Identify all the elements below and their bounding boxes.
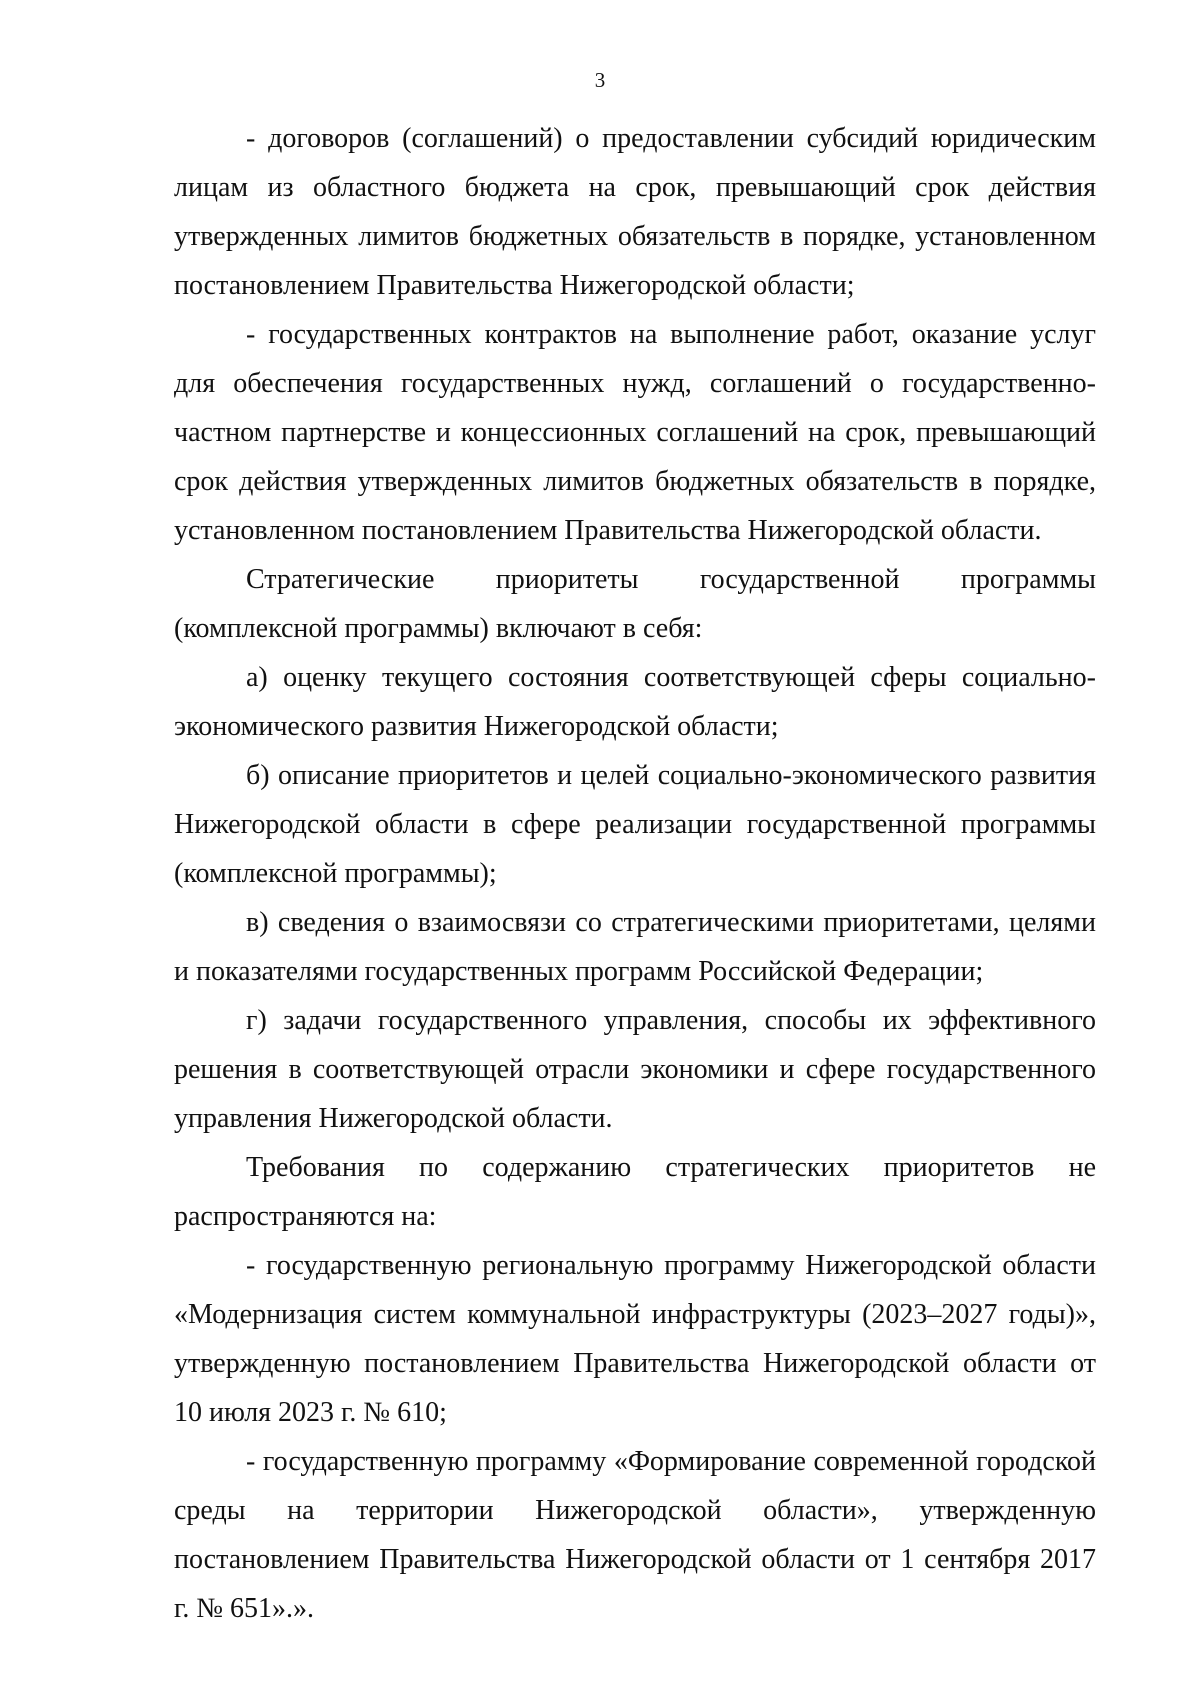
paragraph-item-g: г) задачи государственного управления, способы их эффективного решения в соответствующей отрасли экономики и сфере государственного управления Нижегородской области. xyxy=(174,1005,1096,1134)
document-body xyxy=(174,114,1096,1633)
paragraph-exception-utilities-program: - государственную региональную программу Нижегородской области «Модернизация систем коммунальной инфраструктуры (2023–2027 годы)», утвержденную постановлением Правительства Нижегородской области от 10 июля 2023 г. № 610; xyxy=(174,1250,1096,1428)
paragraph-item-a: а) оценку текущего состояния соответствующей сферы социально-экономического развития Нижегородской области; xyxy=(174,662,1096,742)
paragraph-requirements-exceptions: Требования по содержанию стратегических приоритетов не распространяются на: xyxy=(174,1152,1096,1232)
paragraph-state-contracts: - государственных контрактов на выполнение работ, оказание услуг для обеспечения государственных нужд, соглашений о государственно-частном партнерстве и концессионных соглашений на срок, превышающий срок действия утвержденных лимитов бюджетных обязательств в порядке, установленном постановлением Правительства Нижегородской области. xyxy=(174,319,1096,546)
paragraph-subsidy-agreements: - договоров (соглашений) о предоставлении субсидий юридическим лицам из областного бюджета на срок, превышающий срок действия утвержденных лимитов бюджетных обязательств в порядке, установленном постановлением Правительства Нижегородской области; xyxy=(174,123,1096,301)
paragraph-exception-urban-environment-program: - государственную программу «Формирование современной городской среды на территории Нижегородской области», утвержденную постановлением Правительства Нижегородской области от 1 сентября 2017 г. № 651».». xyxy=(174,1446,1096,1624)
paragraph-item-v: в) сведения о взаимосвязи со стратегическими приоритетами, целями и показателями государственных программ Российской Федерации; xyxy=(174,907,1096,987)
paragraph-strategic-priorities-intro: Стратегические приоритеты государственной программы (комплексной программы) включают в себя: xyxy=(174,564,1096,644)
paragraph-item-b: б) описание приоритетов и целей социально-экономического развития Нижегородской области в сфере реализации государственной программы (комплексной программы); xyxy=(174,760,1096,889)
page-number: 3 xyxy=(594,68,606,92)
